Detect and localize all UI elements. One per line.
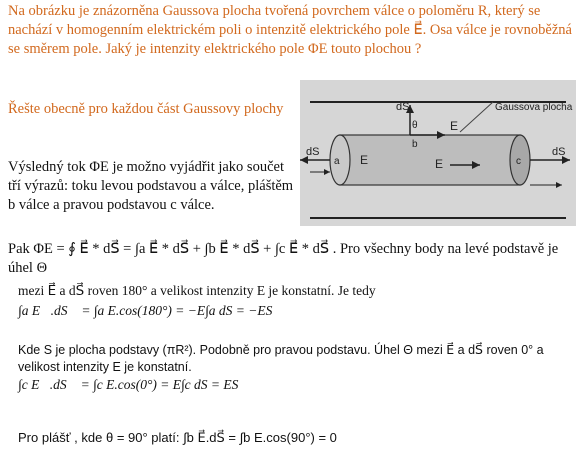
cylinder-figure-svg [300,80,576,226]
solve-heading [8,100,288,119]
intro-text: Na obrázku je znázorněna Gaussova plocha tvořená povrchem válce o poloměru R, který se nachází v homogenním elektrickém poli o intenzitě elektrického pole E⃗. Osa válce je rovnoběžná se směrem pole. Jaký je intenzity elektrického pole ΦE touto plochou ? [8,3,572,57]
intro-paragraph [8,2,574,59]
dS-left-label: dS [306,146,320,158]
b-label: b [412,139,418,150]
mezi-paragraph: mezi E⃗ a dS⃗ roven 180° a velikost intenzity E je konstatní. Je tedy [18,283,376,298]
solve-text: Řešte obecně pro každou část Gaussovy plochy [8,101,284,117]
E-inner-label: E [360,153,369,167]
cylinder-figure [300,80,576,226]
E-mid-label: E [435,157,444,171]
pak-paragraph: Pak ΦE = ∮ E⃗ * dS⃗ = ∫a E⃗ * dS⃗ + ∫b E⃗ * dS⃗ + ∫c E⃗ * dS⃗ . Pro všechny body na levé podstavě je úhel Θ [8,241,559,276]
theta-label: θ [412,120,418,131]
kde-paragraph: Kde S je plocha podstavy (πR²). Podobně pro pravou podstavu. Úhel Θ mezi E⃗ a dS⃗ roven 0° a velikost intenzity E je konstatní. [18,343,544,374]
E-top-label: E [450,119,459,133]
dS-right-label: dS [552,146,566,158]
dS-top-label: dS [396,101,410,113]
plast-paragraph: Pro plášť , kde θ = 90° platí: ∫b E⃗.dS⃗ = ∫b E.cos(90°) = 0 [18,430,337,445]
tok-paragraph: Výsledný tok ΦE je možno vyjádřit jako součet tří výrazů: toku levou podstavou a válce, pláštěm b válce a pravou podstavou c válce. [8,159,294,213]
gauss-label: Gaussova plocha [495,102,573,113]
equation-left-base: ∫a E⃗.dS⃗ = ∫a E.cos(180°) = −E∫a dS = −ES [18,303,273,318]
a-label: a [334,156,340,167]
equation-right-base: ∫c E⃗.dS⃗ = ∫c E.cos(0°) = E∫c dS = ES [18,377,239,392]
c-label: c [516,156,521,167]
